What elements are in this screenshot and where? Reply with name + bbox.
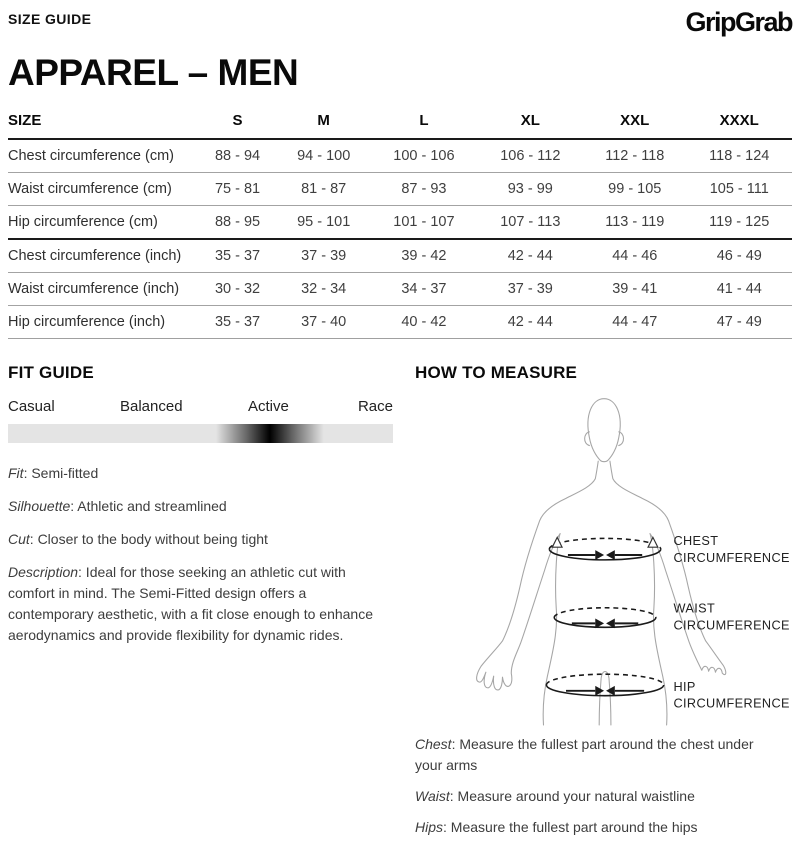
size-value-cell: 112 - 118 [605,148,665,164]
measure-note-text: : Measure the fullest part around the hips [443,819,698,835]
fit-spec-text: : Athletic and streamlined [70,498,227,514]
size-table [8,108,792,339]
table-row [8,273,792,306]
size-value-cell: 113 - 119 [605,214,665,230]
hip-circumference-label: HIP [673,679,696,694]
body-measurement-figure [415,385,800,730]
fit-label-active: Active [248,398,289,415]
row-label: Waist circumference (cm) [8,181,172,197]
row-label: Hip circumference (inch) [8,314,166,330]
size-value-cell: 93 - 99 [507,181,553,197]
size-value-cell: 37 - 40 [301,314,347,330]
size-value-cell: 88 - 94 [214,148,261,164]
row-label: Hip circumference (cm) [8,214,158,230]
size-value-cell: 44 - 47 [612,314,658,330]
fit-spec-list [8,463,393,646]
size-value-cell: 39 - 41 [612,281,658,297]
table-row [8,139,792,173]
size-value-cell: 37 - 39 [507,281,553,297]
table-row [8,306,792,339]
fit-spec-silhouette [8,496,393,517]
size-value-cell: 75 - 81 [214,181,261,197]
size-value-cell: 47 - 49 [716,314,762,330]
size-value-cell: 100 - 106 [393,148,455,164]
size-value-cell: 35 - 37 [214,314,261,330]
table-row [8,173,792,206]
row-label: Chest circumference (cm) [8,148,174,164]
row-label: Chest circumference (inch) [8,248,182,264]
size-table-header-row [8,108,792,139]
hip-circumference-label-line2: CIRCUMFERENCE [673,696,790,711]
measure-note-term: Chest [415,736,452,752]
fit-spec-text: : Closer to the body without being tight [29,531,268,547]
measure-note-text: : Measure the fullest part around the chest under your arms [415,736,754,773]
size-value-cell: 101 - 107 [393,214,455,230]
how-to-measure-title: HOW TO MEASURE [415,363,578,382]
size-value-cell: 34 - 37 [401,281,447,297]
fit-spec-text: : Semi-fitted [23,465,99,481]
size-value-cell: 119 - 125 [709,214,770,230]
size-value-cell: 88 - 95 [214,214,261,230]
how-to-measure-section [415,363,800,848]
size-value-cell: 41 - 44 [716,281,762,297]
size-value-cell: 107 - 113 [500,214,561,230]
column-header-size: SIZE [8,112,42,129]
size-value-cell: 40 - 42 [401,314,447,330]
measure-note-term: Waist [415,788,450,804]
fit-spec-term: Description [8,564,79,580]
fit-guide-section [8,363,393,848]
size-table-body [8,139,792,339]
size-value-cell: 42 - 44 [507,248,553,264]
fit-spec-term: Cut [8,531,30,547]
size-value-cell: 42 - 44 [507,314,553,330]
size-value-cell: 81 - 87 [301,181,347,197]
page-title: APPAREL – MEN [8,52,299,93]
fit-guide-title: FIT GUIDE [8,363,94,382]
size-value-cell: 87 - 93 [401,181,447,197]
column-header-xxxl: XXXL [719,112,759,129]
gripgrab-logo: GripGrab [685,7,792,37]
size-value-cell: 94 - 100 [297,148,351,164]
fit-scale-labels [8,398,393,418]
column-header-xl: XL [520,112,540,129]
fit-label-race: Race [357,398,393,415]
page-kicker: SIZE GUIDE [8,11,92,27]
fit-scale-bar [8,424,393,443]
fit-spec-fit [8,463,393,484]
size-value-cell: 32 - 34 [301,281,347,297]
measure-note-chest [415,734,760,776]
column-header-s: S [232,112,243,129]
measure-notes [415,734,800,838]
size-value-cell: 105 - 111 [709,181,769,197]
size-value-cell: 106 - 112 [500,148,561,164]
table-row [8,206,792,240]
fit-spec-cut [8,529,393,550]
chest-circumference-label-line2: CIRCUMFERENCE [673,550,790,565]
measure-note-waist [415,786,760,807]
fit-spec-description [8,562,391,646]
size-value-cell: 37 - 39 [301,248,347,264]
size-value-cell: 95 - 101 [297,214,351,230]
chest-circumference-label: CHEST [673,534,719,549]
size-value-cell: 44 - 46 [612,248,658,264]
measure-note-term: Hips [415,819,444,835]
fit-label-balanced: Balanced [120,398,183,415]
measure-note-hips [415,817,760,838]
size-value-cell: 35 - 37 [214,248,261,264]
page-header [8,8,792,36]
waist-circumference-label: WAIST [673,601,716,616]
body-outline-diagram [415,385,800,725]
fit-spec-term: Silhouette [8,498,71,514]
size-value-cell: 118 - 124 [709,148,770,164]
table-row [8,239,792,273]
measure-note-text: : Measure around your natural waistline [449,788,695,804]
size-value-cell: 46 - 49 [716,248,762,264]
row-label: Waist circumference (inch) [8,281,180,297]
column-header-m: M [317,112,330,129]
column-header-xxl: XXL [620,112,650,129]
fit-spec-term: Fit [8,465,24,481]
size-value-cell: 99 - 105 [608,181,662,197]
column-header-l: L [419,112,429,129]
size-value-cell: 30 - 32 [214,281,261,297]
waist-circumference-label-line2: CIRCUMFERENCE [673,618,790,633]
fit-spec-text: : Ideal for those seeking an athletic cut with comfort in mind. The Semi-Fitted design offers a contemporary aesthetic, with a fit close enough to enhance aerodynamics and provide flexibility for dynamic rides. [8,564,373,643]
fit-label-casual: Casual [8,398,55,415]
size-value-cell: 39 - 42 [401,248,447,264]
